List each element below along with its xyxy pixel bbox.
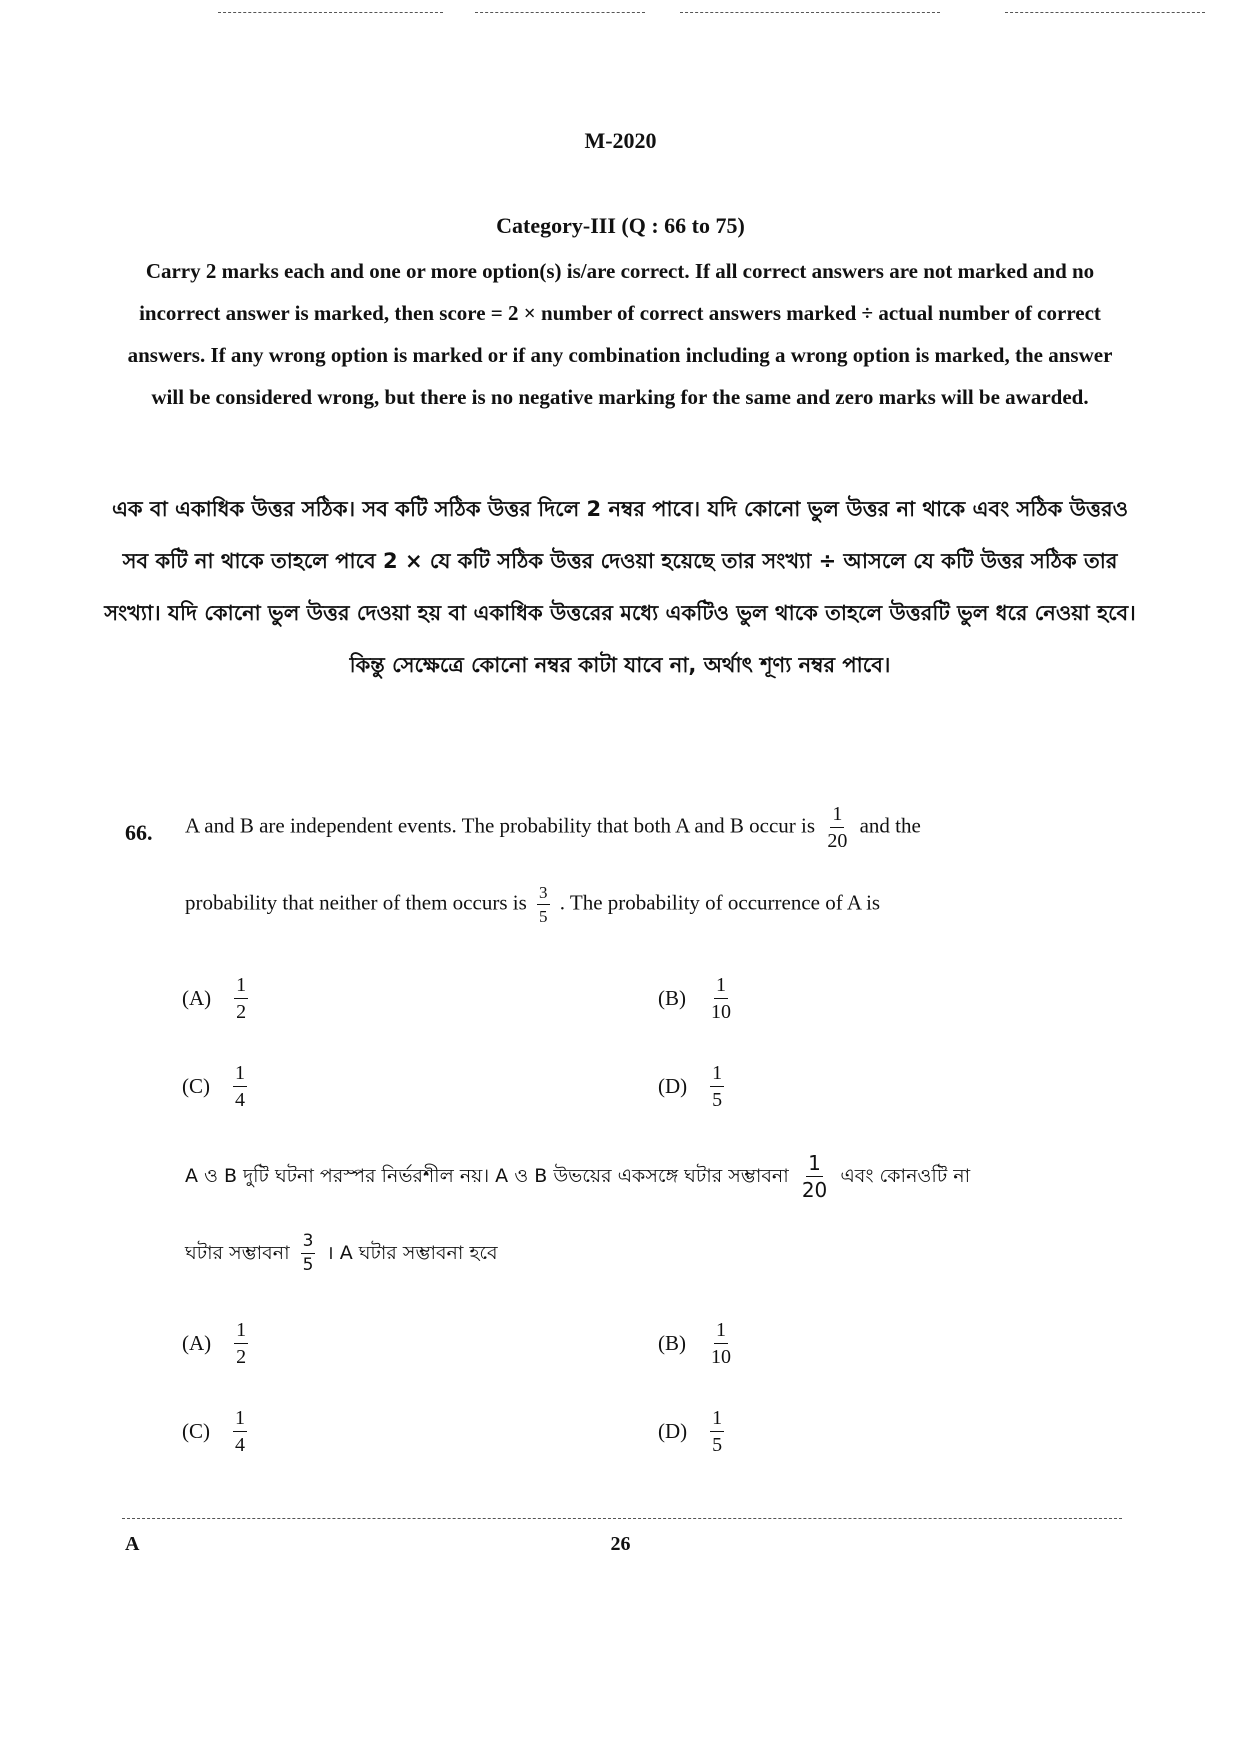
fraction-denominator: 4 bbox=[235, 1434, 245, 1456]
fraction bbox=[301, 1233, 316, 1274]
fraction-numerator: 1 bbox=[710, 1063, 724, 1087]
option-label: (C) bbox=[182, 1419, 210, 1443]
fraction-numerator: 1 bbox=[233, 1408, 247, 1432]
top-rule bbox=[218, 12, 443, 13]
fraction-numerator: 1 bbox=[808, 1151, 821, 1175]
fraction-denominator: 5 bbox=[712, 1089, 723, 1111]
fraction bbox=[234, 1320, 248, 1367]
fraction bbox=[800, 1153, 829, 1200]
option-label: (C) bbox=[182, 1074, 210, 1098]
top-rule bbox=[680, 12, 940, 13]
option-a-bengali[interactable] bbox=[182, 1320, 253, 1367]
top-rule bbox=[1005, 12, 1205, 13]
fraction bbox=[709, 975, 733, 1022]
fraction-denominator: 20 bbox=[801, 1178, 828, 1202]
page-number: 26 bbox=[610, 1533, 631, 1555]
instructions-english: Carry 2 marks each and one or more option(s) is/are correct. If all correct answers are not marked and no incorrect answer is marked, then score = 2 × number of correct answers marked ÷ actual number of correct answers. If any wrong option is marked or if any combination including a wrong option is marked, the answer will be considered wrong, but there is no negative marking for the same and zero marks will be awarded. bbox=[127, 259, 1113, 409]
option-label: (D) bbox=[658, 1419, 688, 1443]
question-line bbox=[185, 804, 921, 851]
fraction-numerator: 1 bbox=[714, 1320, 728, 1344]
question-text: and the bbox=[859, 813, 921, 838]
fraction bbox=[709, 1320, 733, 1367]
fraction-numerator: 1 bbox=[234, 975, 248, 999]
fraction-denominator: 5 bbox=[539, 907, 548, 926]
fraction bbox=[825, 804, 849, 851]
fraction-denominator: 10 bbox=[711, 1001, 731, 1023]
question-number: 66. bbox=[125, 820, 153, 845]
question-text: এবং কোনওটি না bbox=[840, 1165, 971, 1187]
fraction-denominator: 2 bbox=[236, 1346, 247, 1368]
option-d[interactable] bbox=[658, 1063, 729, 1110]
option-label: (B) bbox=[658, 1331, 686, 1355]
fraction-denominator: 5 bbox=[712, 1434, 723, 1456]
question-text: probability that neither of them occurs is bbox=[185, 890, 527, 915]
fraction bbox=[710, 1408, 724, 1455]
question-text: ঘটার সম্ভাবনা bbox=[185, 1242, 290, 1264]
fraction-numerator: 1 bbox=[233, 1063, 247, 1087]
fraction-numerator: 3 bbox=[537, 884, 550, 905]
fraction bbox=[233, 1408, 247, 1455]
fraction-denominator: 2 bbox=[236, 1001, 247, 1023]
fraction-numerator: 1 bbox=[234, 1320, 248, 1344]
fraction-numerator: 1 bbox=[714, 975, 728, 999]
option-label: (A) bbox=[182, 1331, 212, 1355]
option-d-bengali[interactable] bbox=[658, 1408, 729, 1455]
question-text: । A ঘটার সম্ভাবনা হবে bbox=[326, 1242, 498, 1264]
category-title: Category-III (Q : 66 to 75) bbox=[496, 213, 745, 238]
fraction bbox=[710, 1063, 724, 1110]
option-label: (B) bbox=[658, 986, 686, 1010]
fraction bbox=[537, 884, 550, 925]
question-text: A and B are independent events. The probability that both A and B occur is bbox=[185, 813, 816, 838]
question-line-bengali bbox=[185, 1233, 498, 1274]
fraction-numerator: 1 bbox=[710, 1408, 724, 1432]
fraction-denominator: 4 bbox=[235, 1089, 245, 1111]
fraction-numerator: 3 bbox=[301, 1233, 316, 1254]
option-a[interactable] bbox=[182, 975, 253, 1022]
instructions-bengali: এক বা একাধিক উত্তর সঠিক। সব কটি সঠিক উত্তর দিলে 2 নম্বর পাবে। যদি কোনো ভুল উত্তর না থাকে এবং সঠিক উত্তরও সব কটি না থাকে তাহলে পাবে 2 × যে কটি সঠিক উত্তর দেওয়া হয়েছে তার সংখ্যা ÷ আসলে যে কটি উত্তর সঠিক তার সংখ্যা। যদি কোনো ভুল উত্তর দেওয়া হয় বা একাধিক উত্তরের মধ্যে একটিও ভুল থাকে তাহলে উত্তরটি ভুল ধরে নেওয়া হবে। কিন্তু সেক্ষেত্রে কোনো নম্বর কাটা যাবে না, অর্থাৎ শূণ্য নম্বর পাবে। bbox=[104, 497, 1136, 677]
fraction-denominator: 20 bbox=[827, 830, 848, 852]
fraction-denominator: 10 bbox=[711, 1346, 731, 1368]
fraction-denominator: 5 bbox=[302, 1255, 314, 1275]
question-line-bengali bbox=[185, 1153, 970, 1200]
option-c[interactable] bbox=[182, 1063, 252, 1110]
footer-rule bbox=[122, 1518, 1122, 1519]
option-label: (D) bbox=[658, 1074, 688, 1098]
option-c-bengali[interactable] bbox=[182, 1408, 252, 1455]
question-text: A ও B দুটি ঘটনা পরস্পর নির্ভরশীল নয়। A ও B উভয়ের একসঙ্গে ঘটার সম্ভাবনা bbox=[185, 1165, 789, 1187]
top-rule bbox=[475, 12, 645, 13]
option-b[interactable] bbox=[658, 975, 738, 1022]
question-line bbox=[185, 884, 880, 925]
fraction-numerator: 1 bbox=[830, 804, 844, 828]
question-text: . The probability of occurrence of A is bbox=[559, 890, 881, 915]
set-code: A bbox=[125, 1533, 140, 1555]
fraction bbox=[234, 975, 248, 1022]
option-label: (A) bbox=[182, 986, 212, 1010]
paper-code: M-2020 bbox=[584, 128, 657, 153]
fraction bbox=[233, 1063, 247, 1110]
option-b-bengali[interactable] bbox=[658, 1320, 738, 1367]
